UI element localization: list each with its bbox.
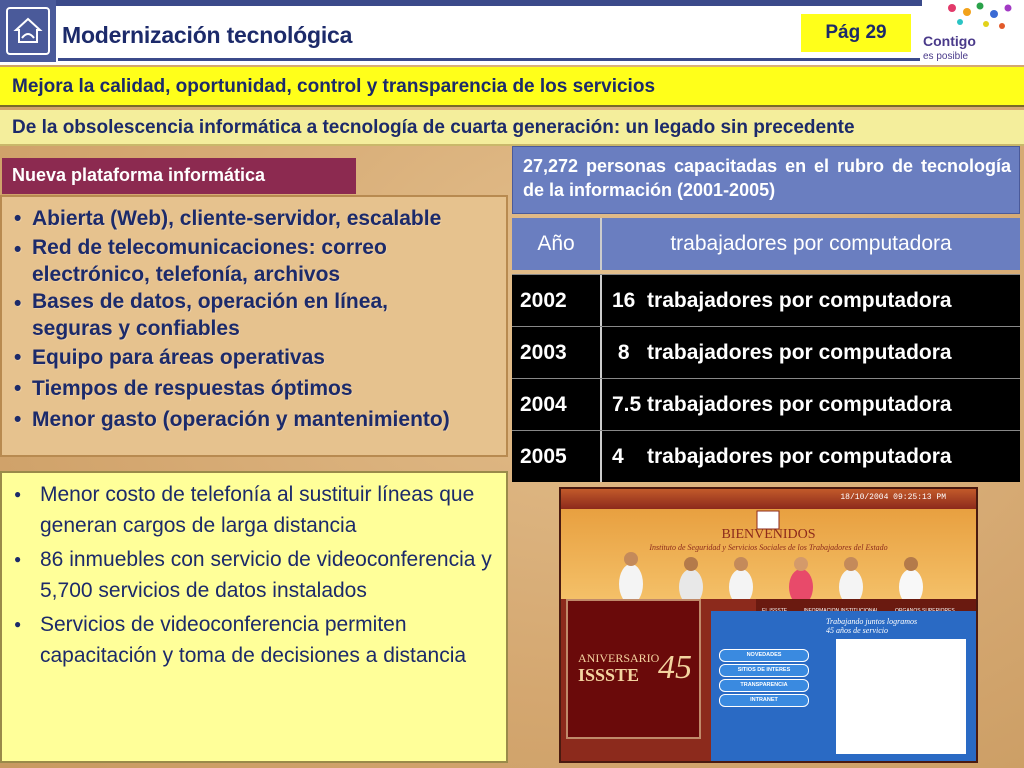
table-cell-value: 4 trabajadores por computadora — [612, 444, 952, 468]
issste-logo — [0, 0, 56, 62]
table-cell-year: 2003 — [520, 340, 567, 364]
training-info-text: 27,272 personas capacitadas en el rubro de tecnología de la información (2001-2005) — [523, 156, 1011, 200]
anniversary-line2: ISSSTE — [578, 665, 640, 685]
training-info-box — [512, 146, 1020, 214]
website-button: NOVEDADES — [719, 649, 809, 662]
subtitle-text: De la obsolescencia informática a tecnología de cuarta generación: un legado sin precedente — [12, 117, 855, 138]
table-cell-year: 2005 — [520, 444, 567, 468]
list-item: • Tiempos de respuestas óptimos — [12, 373, 450, 404]
table-row — [512, 378, 1020, 430]
platform-features-box — [0, 195, 508, 457]
website-button: INTRANET — [719, 694, 809, 707]
table-cell-value: 7.5 trabajadores por computadora — [612, 392, 952, 416]
banner-text: Mejora la calidad, oportunidad, control y transparencia de los servicios — [12, 76, 656, 97]
platform-features-list — [12, 203, 450, 435]
benefits-list — [12, 479, 492, 674]
section-tab-label: Nueva plataforma informática — [12, 165, 266, 185]
list-item: • Red de telecomunicaciones: correo electrónico, telefonía, archivos — [12, 234, 450, 288]
list-item: ● Servicios de videoconferencia permiten capacitación y toma de decisiones a distancia — [12, 609, 492, 671]
website-institution: Instituto de Seguridad y Servicios Sociales de los Trabajadores del Estado — [649, 543, 888, 552]
list-item: • Menor gasto (operación y mantenimiento) — [12, 404, 450, 435]
benefits-box — [0, 471, 508, 763]
table-row — [512, 430, 1020, 482]
header — [0, 0, 1024, 65]
colorful-people-icon — [922, 0, 1022, 34]
table-cell-value: 16 trabajadores por computadora — [612, 288, 952, 312]
website-timestamp: 18/10/2004 09:25:13 PM — [840, 493, 946, 502]
table-row — [512, 326, 1020, 378]
column-header-workers: trabajadores por computadora — [670, 232, 952, 255]
page-number: Pág 29 — [801, 14, 911, 52]
logo-emblem-icon — [6, 7, 50, 55]
list-item: • Equipo para áreas operativas — [12, 342, 450, 373]
website-button: SITIOS DE INTERES — [719, 664, 809, 677]
anniversary-number: 45 — [658, 649, 692, 686]
table-row — [512, 274, 1020, 326]
workers-per-computer-table — [512, 218, 1020, 482]
website-hero — [561, 509, 976, 599]
staff-photo-icon — [561, 509, 978, 599]
list-item: • Abierta (Web), cliente-servidor, escalable — [12, 203, 450, 234]
list-item: • Bases de datos, operación en línea, seguras y confiables — [12, 288, 450, 342]
table-header-row — [512, 218, 1020, 270]
page-title: Modernización tecnológica — [62, 22, 353, 48]
website-topbar — [561, 489, 976, 509]
anniversary-banner — [566, 599, 701, 739]
table-cell-year: 2004 — [520, 392, 567, 416]
website-white-panel — [836, 639, 966, 754]
title-underline — [58, 58, 920, 61]
contigo-logo — [922, 0, 1024, 65]
anniversary-line1: ANIVERSARIO — [578, 651, 660, 665]
header-top-line — [0, 0, 922, 6]
list-item: ● Menor costo de telefonía al sustituir líneas que generan cargos de larga distancia — [12, 479, 492, 541]
website-button: TRANSPARENCIA — [719, 679, 809, 692]
subtitle-bar — [0, 110, 1024, 146]
website-welcome: BIENVENIDOS — [721, 527, 816, 542]
brand-word: Contigo — [923, 33, 976, 49]
website-buttons — [719, 649, 809, 709]
section-tab — [2, 158, 356, 194]
issste-website-screenshot — [559, 487, 978, 763]
table-cell-year: 2002 — [520, 288, 567, 312]
column-header-year: Año — [537, 232, 575, 255]
list-item: ● 86 inmuebles con servicio de videoconferencia y 5,700 servicios de datos instalados — [12, 544, 492, 606]
website-slogan: Trabajando juntos logramos 45 años de servicio — [826, 617, 918, 635]
website-navbar — [756, 599, 976, 611]
brand-sub: es posible — [923, 51, 969, 62]
banner — [0, 67, 1024, 107]
table-cell-value: 8 trabajadores por computadora — [612, 340, 952, 364]
